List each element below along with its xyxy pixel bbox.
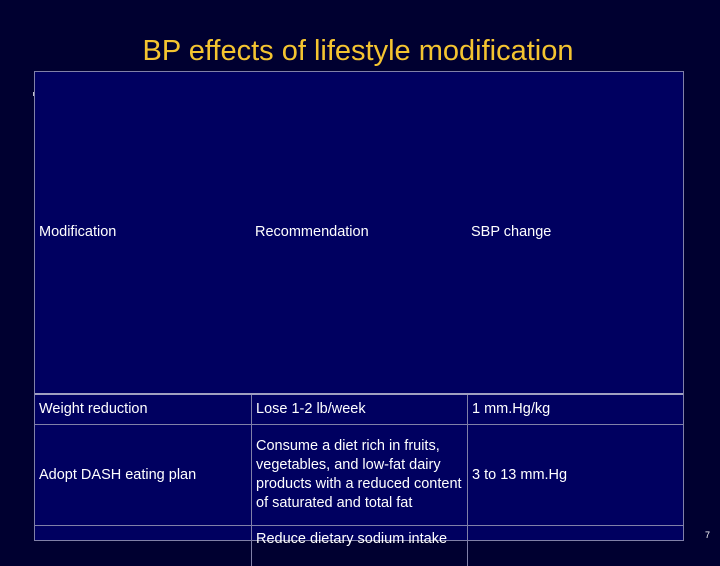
table-header-row bbox=[35, 72, 683, 395]
header-modification: Modification bbox=[39, 224, 117, 240]
cell-recommendation: Lose 1-2 lb/week bbox=[251, 395, 467, 424]
table-row bbox=[35, 526, 683, 566]
cell-sbp-change: 1 mm.Hg/kg bbox=[467, 395, 683, 424]
slide-title: BP effects of lifestyle modification bbox=[142, 35, 574, 67]
header-sbp-change: SBP change bbox=[471, 224, 552, 240]
cell-sbp-change bbox=[467, 526, 683, 566]
cell-sbp-change: 3 to 13 mm.Hg bbox=[467, 425, 683, 525]
page-number: 7 bbox=[704, 530, 710, 540]
table-row bbox=[35, 425, 683, 526]
lifestyle-table bbox=[34, 71, 684, 547]
cell-modification bbox=[35, 526, 251, 566]
table-row bbox=[35, 395, 683, 425]
cell-modification: Weight reduction bbox=[39, 401, 148, 417]
cell-recommendation: Consume a diet rich in fruits, vegetables, and low-fat dairy products with a reduced content of saturated and total fat bbox=[251, 425, 467, 525]
cell-modification: Adopt DASH eating plan bbox=[39, 466, 197, 483]
cell-recommendation: Reduce dietary sodium intake bbox=[251, 526, 467, 566]
header-recommendation: Recommendation bbox=[255, 224, 369, 240]
